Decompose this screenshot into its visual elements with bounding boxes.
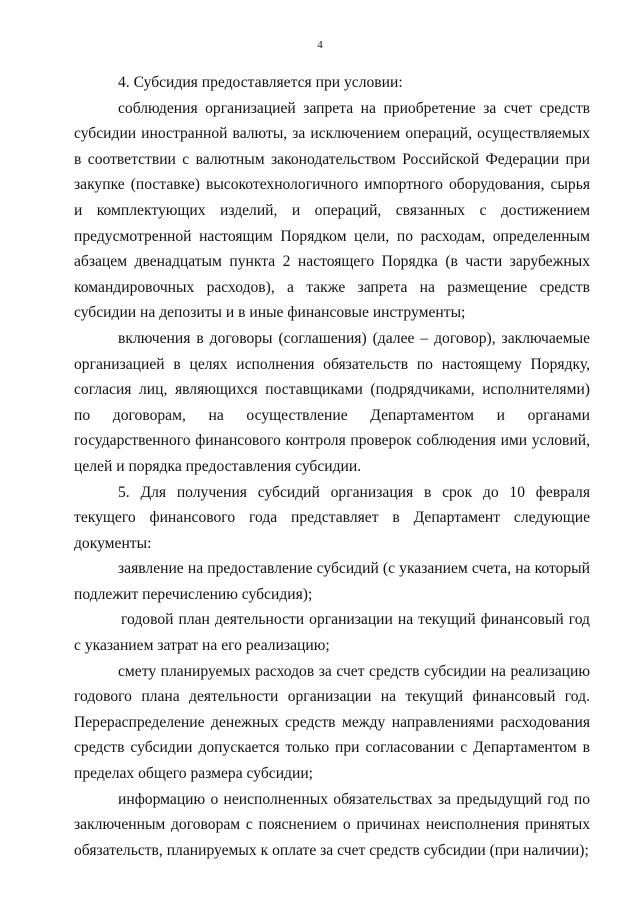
page-number: 4: [317, 39, 323, 51]
paragraph-application: заявление на предоставление субсидий (с указанием счета, на который подлежит перечислению субсидия);: [74, 560, 590, 603]
paragraph-unfulfilled-obligations: информацию о неисполненных обязательствах за предыдущий год по заключенным договорам с пояснением о причинах неисполнения принятых обязательств, планируемых к оплате за счет средств субсидии (при наличии);: [74, 790, 590, 859]
document-body: [74, 70, 590, 863]
paragraph-clause-5: 5. Для получения субсидий организация в срок до 10 февраля текущего финансового года представляет в Департамент следующие документы:: [74, 483, 590, 552]
paragraph-cost-estimate: смету планируемых расходов за счет средств субсидии на реализацию годового плана деятельности организации на текущий финансовый год. Перераспределение денежных средств между направлениями расходования средств субсидии допускается только при согласовании с Департаментом в пределах общего размера субсидии;: [74, 662, 590, 783]
paragraph-clause-4: 4. Субсидия предоставляется при условии:: [118, 74, 403, 91]
paragraph-currency-restriction: соблюдения организацией запрета на приобретение за счет средств субсидии иностранной валюты, за исключением операций, осуществляемых в соответствии с валютным законодательством Российской Федерации при закупке (поставке) высокотехнологичного импортного оборудования, сырья и комплектующих изделий, и операций, связанных с достижением предусмотренной настоящим Порядком цели, по расходам, определенным абзацем двенадцатым пункта 2 настоящего Порядка (в части зарубежных командировочных расходов), а также запрета на размещение средств субсидии на депозиты и в иные финансовые инструменты;: [74, 99, 590, 322]
paragraph-annual-plan: годовой план деятельности организации на текущий финансовый год с указанием затрат на его реализацию;: [74, 611, 590, 655]
paragraph-contract-inclusion: включения в договоры (соглашения) (далее – договор), заключаемые организацией в целях исполнения обязательств по настоящему Порядку, согласия лиц, являющихся поставщиками (подрядчиками, исполнителями) по договорам, на осуществление Департаментом и органами государственного финансового контроля проверок соблюдения ими условий, целей и порядка предоставления субсидии.: [74, 329, 590, 475]
